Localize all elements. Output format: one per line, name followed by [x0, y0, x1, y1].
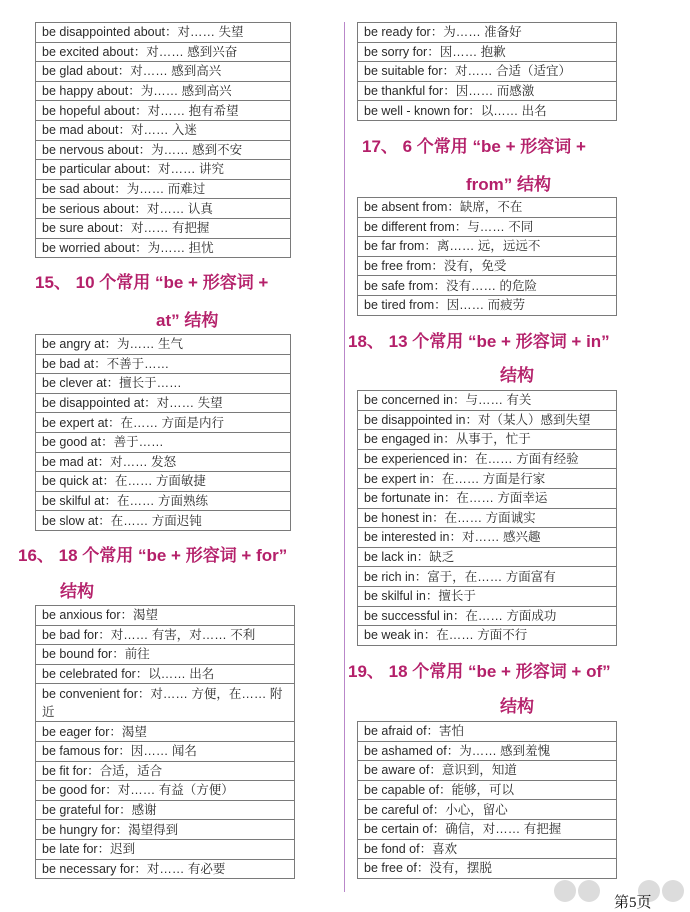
phrase-row — [358, 606, 617, 626]
phrase-entry: be free from：没有，免受 — [358, 256, 617, 276]
phrase-row — [358, 101, 617, 121]
phrase-row — [358, 198, 617, 218]
phrase-entry: be concerned in：与…… 有关 — [358, 391, 617, 411]
phrase-row — [358, 276, 617, 296]
phrase-entry: be hopeful about：对…… 抱有希望 — [36, 101, 291, 121]
phrase-entry: be glad about：对…… 感到高兴 — [36, 62, 291, 82]
phrase-entry: be careful of：小心，留心 — [358, 800, 617, 820]
phrase-row — [36, 354, 291, 374]
at-phrase-table — [35, 334, 291, 531]
phrase-entry: be well - known for：以…… 出名 — [358, 101, 617, 121]
phrase-row — [36, 218, 291, 238]
phrase-row — [358, 42, 617, 62]
section-19-heading-line1: 19、 18 个常用 “be + 形容词 + of” — [348, 662, 611, 681]
column-divider — [344, 22, 345, 892]
phrase-entry: be ready for：为…… 准备好 — [358, 23, 617, 43]
phrase-entry: be aware of：意识到，知道 — [358, 761, 617, 781]
phrase-row — [36, 800, 295, 820]
phrase-entry: be fortunate in：在…… 方面幸运 — [358, 488, 617, 508]
phrase-entry: be disappointed in：对（某人）感到失望 — [358, 410, 617, 430]
page-footer — [548, 876, 690, 911]
phrase-row — [36, 199, 291, 219]
phrase-entry: be ashamed of：为…… 感到羞愧 — [358, 741, 617, 761]
phrase-entry: be worried about：为…… 担忧 — [36, 238, 291, 258]
phrase-entry: be expert in：在…… 方面是行家 — [358, 469, 617, 489]
section-16-heading-line1: 16、 18 个常用 “be + 形容词 + for” — [18, 546, 288, 565]
phrase-row — [358, 295, 617, 315]
section-15-heading-line1: 15、 10 个常用 “be + 形容词 + — [35, 273, 269, 292]
phrase-row — [358, 256, 617, 276]
phrase-row — [36, 413, 291, 433]
phrase-row — [36, 81, 291, 101]
phrase-entry: be suitable for：对…… 合适（适宜） — [358, 62, 617, 82]
for-phrase-table — [35, 605, 295, 879]
phrase-entry: be good for：对…… 有益（方便） — [36, 781, 295, 801]
phrase-row — [358, 761, 617, 781]
phrase-entry: be afraid of：害怕 — [358, 722, 617, 742]
phrase-row — [36, 393, 291, 413]
phrase-row — [36, 160, 291, 180]
phrase-entry: be excited about：对…… 感到兴奋 — [36, 42, 291, 62]
phrase-row — [36, 472, 291, 492]
phrase-entry: be grateful for：感谢 — [36, 800, 295, 820]
phrase-entry: be bad for：对…… 有害，对…… 不利 — [36, 625, 295, 645]
phrase-entry: be safe from：没有…… 的危险 — [358, 276, 617, 296]
phrase-row — [358, 626, 617, 646]
phrase-entry: be disappointed at：对…… 失望 — [36, 393, 291, 413]
about-phrase-table — [35, 22, 291, 258]
phrase-entry: be clever at：擅长于…… — [36, 374, 291, 394]
phrase-entry: be capable of：能够，可以 — [358, 780, 617, 800]
watermark-mark — [578, 880, 600, 902]
phrase-entry: be skilful in：擅长于 — [358, 586, 617, 606]
phrase-row — [36, 432, 291, 452]
section-17-heading-line2: from” 结构 — [466, 175, 551, 194]
phrase-entry: be far from：离…… 远，远远不 — [358, 237, 617, 257]
phrase-row — [36, 238, 291, 258]
phrase-row — [36, 140, 291, 160]
phrase-row — [36, 741, 295, 761]
phrase-row — [358, 586, 617, 606]
phrase-row — [358, 237, 617, 257]
phrase-row — [358, 410, 617, 430]
phrase-row — [358, 449, 617, 469]
phrase-entry: be mad about：对…… 入迷 — [36, 120, 291, 140]
phrase-row — [358, 567, 617, 587]
phrase-row — [36, 62, 291, 82]
phrase-entry: be fit for：合适，适合 — [36, 761, 295, 781]
section-19-heading-line2: 结构 — [500, 697, 534, 716]
phrase-entry: be absent from：缺席，不在 — [358, 198, 617, 218]
phrase-entry: be angry at：为…… 生气 — [36, 335, 291, 355]
section-18-heading-line1: 18、 13 个常用 “be + 形容词 + in” — [348, 332, 610, 351]
phrase-entry: be engaged in：从事于，忙于 — [358, 430, 617, 450]
phrase-entry: be successful in：在…… 方面成功 — [358, 606, 617, 626]
phrase-entry: be weak in：在…… 方面不行 — [358, 626, 617, 646]
phrase-entry: be experienced in：在…… 方面有经验 — [358, 449, 617, 469]
phrase-row — [36, 101, 291, 121]
phrase-row — [358, 839, 617, 859]
phrase-entry: be sure about：对…… 有把握 — [36, 218, 291, 238]
phrase-entry: be certain of：确信，对…… 有把握 — [358, 819, 617, 839]
page-number: 第5页 — [614, 895, 652, 911]
phrase-row — [36, 761, 295, 781]
phrase-entry: be hungry for：渴望得到 — [36, 820, 295, 840]
phrase-entry: be sorry for：因…… 抱歉 — [358, 42, 617, 62]
phrase-entry: be skilful at：在…… 方面熟练 — [36, 491, 291, 511]
phrase-row — [358, 469, 617, 489]
phrase-entry: be anxious for：渴望 — [36, 606, 295, 626]
phrase-entry: be particular about：对…… 讲究 — [36, 160, 291, 180]
section-18-heading-line2: 结构 — [500, 366, 534, 385]
phrase-row — [36, 23, 291, 43]
phrase-row — [358, 217, 617, 237]
for-phrase-table-continued — [357, 22, 617, 121]
phrase-entry: be lack in：缺乏 — [358, 547, 617, 567]
phrase-entry: be late for：迟到 — [36, 839, 295, 859]
phrase-row — [358, 508, 617, 528]
phrase-entry: be nervous about：为…… 感到不安 — [36, 140, 291, 160]
phrase-row — [36, 645, 295, 665]
phrase-row — [36, 859, 295, 879]
phrase-row — [36, 120, 291, 140]
section-15-heading-line2: at” 结构 — [156, 311, 219, 330]
phrase-row — [358, 62, 617, 82]
phrase-row — [36, 374, 291, 394]
phrase-entry: be celebrated for：以…… 出名 — [36, 664, 295, 684]
phrase-row — [36, 179, 291, 199]
phrase-row — [358, 819, 617, 839]
phrase-row — [358, 391, 617, 411]
phrase-row — [358, 23, 617, 43]
phrase-row — [36, 42, 291, 62]
phrase-entry: be thankful for：因…… 而感激 — [358, 81, 617, 101]
phrase-row — [36, 722, 295, 742]
phrase-entry: be honest in：在…… 方面诚实 — [358, 508, 617, 528]
phrase-row — [358, 528, 617, 548]
phrase-row — [36, 839, 295, 859]
phrase-entry: be eager for：渴望 — [36, 722, 295, 742]
phrase-row — [358, 488, 617, 508]
phrase-row — [36, 684, 295, 722]
watermark-mark — [554, 880, 576, 902]
phrase-entry: be quick at：在…… 方面敏捷 — [36, 472, 291, 492]
phrase-entry: be rich in：富于，在…… 方面富有 — [358, 567, 617, 587]
phrase-row — [358, 722, 617, 742]
phrase-entry: be good at：善于…… — [36, 432, 291, 452]
phrase-entry: be sad about：为…… 而难过 — [36, 179, 291, 199]
phrase-row — [36, 820, 295, 840]
phrase-entry: be expert at：在…… 方面是内行 — [36, 413, 291, 433]
phrase-entry: be necessary for：对…… 有必要 — [36, 859, 295, 879]
phrase-entry: be famous for：因…… 闻名 — [36, 741, 295, 761]
phrase-row — [36, 452, 291, 472]
phrase-row — [36, 606, 295, 626]
watermark-mark — [662, 880, 684, 902]
phrase-entry: be different from：与…… 不同 — [358, 217, 617, 237]
phrase-row — [358, 780, 617, 800]
of-phrase-table — [357, 721, 617, 879]
phrase-row — [36, 491, 291, 511]
phrase-entry: be bound for：前往 — [36, 645, 295, 665]
phrase-row — [358, 81, 617, 101]
phrase-row — [358, 547, 617, 567]
phrase-entry: be disappointed about：对…… 失望 — [36, 23, 291, 43]
phrase-entry: be happy about：为…… 感到高兴 — [36, 81, 291, 101]
phrase-row — [358, 741, 617, 761]
phrase-row — [36, 511, 291, 531]
phrase-entry: be interested in：对…… 感兴趣 — [358, 528, 617, 548]
from-phrase-table — [357, 197, 617, 316]
section-16-heading-line2: 结构 — [60, 582, 94, 601]
phrase-row — [358, 800, 617, 820]
phrase-row — [358, 430, 617, 450]
phrase-row — [36, 781, 295, 801]
phrase-entry: be slow at：在…… 方面迟钝 — [36, 511, 291, 531]
in-phrase-table — [357, 390, 617, 646]
phrase-row — [36, 335, 291, 355]
phrase-entry: be bad at：不善于…… — [36, 354, 291, 374]
phrase-entry: be tired from：因…… 而疲劳 — [358, 295, 617, 315]
phrase-entry: be mad at：对…… 发怒 — [36, 452, 291, 472]
phrase-entry: be convenient for：对…… 方便，在…… 附近 — [36, 684, 295, 722]
phrase-row — [36, 664, 295, 684]
phrase-entry: be serious about：对…… 认真 — [36, 199, 291, 219]
phrase-entry: be fond of：喜欢 — [358, 839, 617, 859]
phrase-row — [36, 625, 295, 645]
section-17-heading-line1: 17、 6 个常用 “be + 形容词 + — [362, 137, 586, 156]
phrase-entry: be free of：没有，摆脱 — [358, 859, 617, 879]
